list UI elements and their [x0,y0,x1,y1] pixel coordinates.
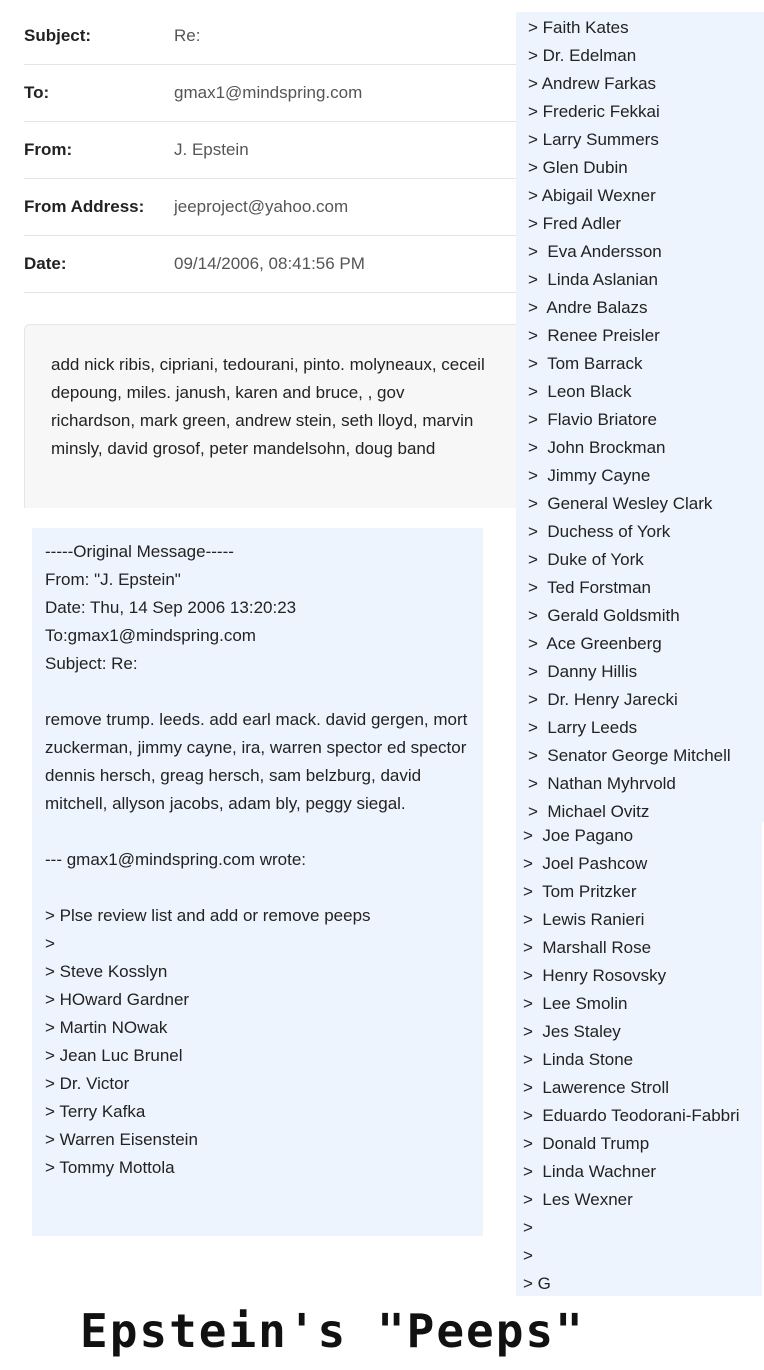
list-item: > Linda Stone [523,1050,634,1069]
list-item: > Abigail Wexner [528,186,656,205]
list-item: > Lewis Ranieri [523,910,645,929]
from-address-label: From Address: [24,197,145,216]
list-item: > Les Wexner [523,1190,633,1209]
list-item: > Lawerence Stroll [523,1078,669,1097]
list-item: > Joel Pashcow [523,854,648,873]
guest-list-bottom [516,822,762,1296]
quoted-line: > Plse review list and add or remove peeps [45,906,371,925]
list-item: > Fred Adler [528,214,622,233]
list-item: > Andrew Farkas [528,74,657,93]
to-label: To: [24,83,50,102]
date-value: 09/14/2006, 08:41:56 PM [174,254,365,273]
list-item: > Renee Preisler [528,326,660,345]
quoted-line: > Warren Eisenstein [45,1130,198,1149]
list-item: > Nathan Myhrvold [528,774,676,793]
list-item: > [523,1246,533,1265]
quoted-line [45,678,483,706]
list-item: > Larry Leeds [528,718,638,737]
list-item: > Marshall Rose [523,938,652,957]
list-item: > Andre Balazs [528,298,648,317]
list-item: > Frederic Fekkai [528,102,660,121]
list-item: > Dr. Henry Jarecki [528,690,678,709]
list-item: > General Wesley Clark [528,494,713,513]
list-item: > Tom Pritzker [523,882,637,901]
email-header [24,8,524,293]
guest-list-top [516,12,764,822]
list-item: > Gerald Goldsmith [528,606,680,625]
header-row-to [24,65,524,122]
quoted-line [45,874,483,902]
quoted-line: > Tommy Mottola [45,1158,175,1177]
from-value: J. Epstein [174,140,249,159]
list-item: > Dr. Edelman [528,46,637,65]
message-body-text: add nick ribis, cipriani, tedourani, pinto. molyneaux, ceceil depoung, miles. janush, karen and bruce, , gov richardson, mark green, andrew stein, seth lloyd, marvin minsly, david grosof, peter mandelsohn, doug band [51,355,485,458]
list-item: > Flavio Briatore [528,410,657,429]
message-body [24,324,524,508]
quoted-line: > Martin NOwak [45,1018,168,1037]
caption-title: Epstein's "Peeps" [80,1304,585,1358]
header-row-subject [24,8,524,65]
list-item: > G [523,1274,551,1293]
list-item: > Donald Trump [523,1134,650,1153]
list-item: > Senator George Mitchell [528,746,731,765]
from-address-value: jeeproject@yahoo.com [174,197,349,216]
list-item: > Linda Wachner [523,1162,657,1181]
list-item: > Jimmy Cayne [528,466,651,485]
list-item: > Larry Summers [528,130,659,149]
list-item: > Leon Black [528,382,632,401]
list-item: > Henry Rosovsky [523,966,667,985]
list-item: > Joe Pagano [523,826,634,845]
header-row-from-address [24,179,524,236]
quoted-line: Subject: Re: [45,654,138,673]
list-item: > Lee Smolin [523,994,628,1013]
list-item: > Ace Greenberg [528,634,662,653]
header-row-date [24,236,524,293]
quoted-line: > [45,934,55,953]
list-item: > John Brockman [528,438,666,457]
list-item: > Eva Andersson [528,242,662,261]
list-item: > Tom Barrack [528,354,643,373]
quoted-line: remove trump. leeds. add earl mack. david gergen, mort [45,710,468,729]
quoted-line: -----Original Message----- [45,542,234,561]
quoted-line: > Terry Kafka [45,1102,146,1121]
from-label: From: [24,140,73,159]
quoted-original-message [32,528,483,1236]
subject-label: Subject: [24,26,92,45]
quoted-line: zuckerman, jimmy cayne, ira, warren spector ed spector [45,738,467,757]
quoted-line: --- gmax1@mindspring.com wrote: [45,850,306,869]
list-item: > Faith Kates [528,18,629,37]
list-item: > Linda Aslanian [528,270,658,289]
subject-value: Re: [174,26,201,45]
list-item: > Duchess of York [528,522,671,541]
quoted-line: To:gmax1@mindspring.com [45,626,256,645]
date-label: Date: [24,254,67,273]
quoted-line: > Steve Kosslyn [45,962,168,981]
quoted-line: dennis hersch, greag hersch, sam belzburg, david mitchell, allyson jacobs, adam bly, peggy siegal. [45,766,426,813]
list-item: > Glen Dubin [528,158,628,177]
to-value: gmax1@mindspring.com [174,83,363,102]
list-item: > Michael Ovitz [528,802,650,821]
list-item: > Eduardo Teodorani-Fabbri [523,1106,740,1125]
quoted-line: > Dr. Victor [45,1074,130,1093]
quoted-line: Date: Thu, 14 Sep 2006 13:20:23 [45,598,297,617]
list-item: > Jes Staley [523,1022,621,1041]
quoted-line: > Jean Luc Brunel [45,1046,183,1065]
header-row-from [24,122,524,179]
list-item: > [523,1218,533,1237]
list-item: > Danny Hillis [528,662,638,681]
quoted-line: > HOward Gardner [45,990,190,1009]
list-item: > Duke of York [528,550,644,569]
quoted-line [45,818,483,846]
quoted-line: From: "J. Epstein" [45,570,181,589]
list-item: > Ted Forstman [528,578,651,597]
